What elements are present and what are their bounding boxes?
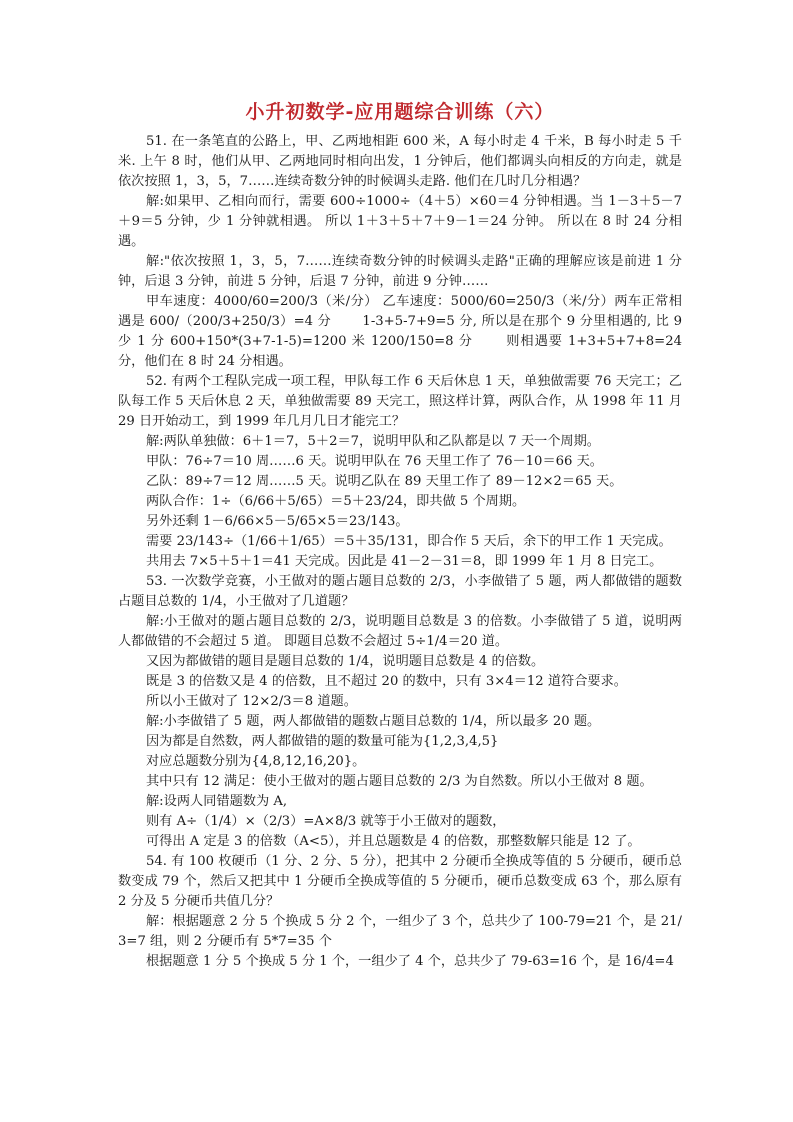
solution-line: 乙队：89÷7＝12 周……5 天。说明乙队在 89 天里工作了 89－12×2＝65 天。 [146,474,623,489]
question-52: 52. 有两个工程队完成一项工程，甲队每工作 6 天后休息 1 天，单独做需要 76 天完工；乙队每工作 5 天后休息 2 天，单独做需要 89 天完工，照这样计算，两队合作，从 1998 年 11 月 29 日开始动工，到 1999 年几月几日才能完工？ [118,374,682,429]
solution-paragraph: 解:小王做对的题占题目总数的 2/3，说明题目总数是 3 的倍数。小李做错了 5 道，说明两人都做错的不会超过 5 道。 即题目总数不会超过 5÷1/4＝20 道。 [118,614,682,649]
solution-line: 因为都是自然数，两人都做错的题的数量可能为{1,2,3,4,5} [146,734,499,749]
question-53: 53. 一次数学竞赛，小王做对的题占题目总数的 2/3，小李做错了 5 题，两人都做错的题数占题目总数的 1/4，小王做对了几道题？ [118,574,682,609]
solution-line: 另外还剩 1－6/66×5－5/65×5＝23/143。 [146,514,409,529]
solution-line: 两队合作：1÷（6/66＋5/65）＝5＋23/24，即共做 5 个周期。 [146,494,526,509]
solution-line: 解:两队单独做：6＋1＝7，5＋2＝7，说明甲队和乙队都是以 7 天一个周期。 [146,434,600,449]
question-54: 54. 有 100 枚硬币（1 分、2 分、5 分），把其中 2 分硬币全换成等值的 5 分硬币，硬币总数变成 79 个，然后又把其中 1 分硬币全换成等值的 5 分硬币，硬币总数变成 63 个，那么原有 2 分及 5 分硬币共值几分？ [118,854,682,909]
solution-line: 甲队：76÷7＝10 周……6 天。说明甲队在 76 天里工作了 76－10＝66 天。 [146,454,603,469]
solution-line: 对应总题数分别为{4,8,12,16,20}。 [146,754,366,769]
solution-paragraph: 解：根据题意 2 分 5 个换成 5 分 2 个，一组少了 3 个，总共少了 100-79=21 个，是 21/3=7 组，则 2 分硬币有 5*7=35 个 [118,914,682,949]
solution-paragraph: 根据题意 1 分 5 个换成 5 分 1 个，一组少了 4 个，总共少了 79-63=16 个，是 16/4=4 [146,954,674,969]
solution-line: 需要 23/143÷（1/66＋1/65）＝5＋35/131，即合作 5 天后，余下的甲工作 1 天完成。 [146,534,672,549]
solution-line: 解:设两人同错题数为 A, [146,794,288,809]
document-body [118,132,682,972]
page-title: 小升初数学-应用题综合训练（六） [245,101,555,123]
solution-line: 既是 3 的倍数又是 4 的倍数，且不超过 20 的数中，只有 3×4＝12 道符合要求。 [146,674,627,689]
solution-line: 可得出 A 定是 3 的倍数（A<5），并且总题数是 4 的倍数，那整数解只能是 12 了。 [146,834,641,849]
solution-line: 所以小王做对了 12×2/3＝8 道题。 [146,694,357,709]
solution-paragraph: 解:"依次按照 1，3，5，7……连续奇数分钟的时候调头走路"正确的理解应该是前进 1 分钟，后退 3 分钟，前进 5 分钟，后退 7 分钟，前进 9 分钟…… [118,254,682,289]
solution-line: 共用去 7×5＋5＋1＝41 天完成。因此是 41－2－31＝8，即 1999 年 1 月 8 日完工。 [146,554,663,569]
solution-line: 解:小李做错了 5 题，两人都做错的题数占题目总数的 1/4，所以最多 20 题。 [146,714,601,729]
solution-line: 又因为都做错的题目是题目总数的 1/4，说明题目总数是 4 的倍数。 [146,654,545,669]
document-page [118,100,682,972]
solution-line: 其中只有 12 满足：使小王做对的题占题目总数的 2/3 为自然数。所以小王做对 8 题。 [146,774,653,789]
solution-paragraph: 甲车速度：4000/60=200/3（米/分） 乙车速度：5000/60=250/3（米/分）两车正常相遇是 600/（200/3+250/3）=4 分 1-3+5-7+9=5 分, 所以是在那个 9 分里相遇的, 比 9 少 1 分 600+150*(3+7-1-5)=1200 米 1200/150=8 分 则相遇要 1+3+5+7+8=24 分，他们在 8 时 24 分相遇。 [118,294,682,369]
solution-line: 则有 A÷（1/4）×（2/3）=A×8/3 就等于小王做对的题数， [146,814,506,829]
question-51: 51. 在一条笔直的公路上，甲、乙两地相距 600 米，A 每小时走 4 千米，B 每小时走 5 千米. 上午 8 时，他们从甲、乙两地同时相向出发，1 分钟后，他们都调头向相反的方向走，就是依次按照 1，3，5，7……连续奇数分钟的时候调头走路. 他们在几时几分相遇？ [118,134,682,189]
solution-paragraph: 解:如果甲、乙相向而行，需要 600÷1000÷（4＋5）×60＝4 分钟相遇。当 1－3＋5－7＋9＝5 分钟，少 1 分钟就相遇。 所以 1＋3＋5＋7＋9－1＝24 分钟。 所以在 8 时 24 分相遇。 [118,194,682,249]
